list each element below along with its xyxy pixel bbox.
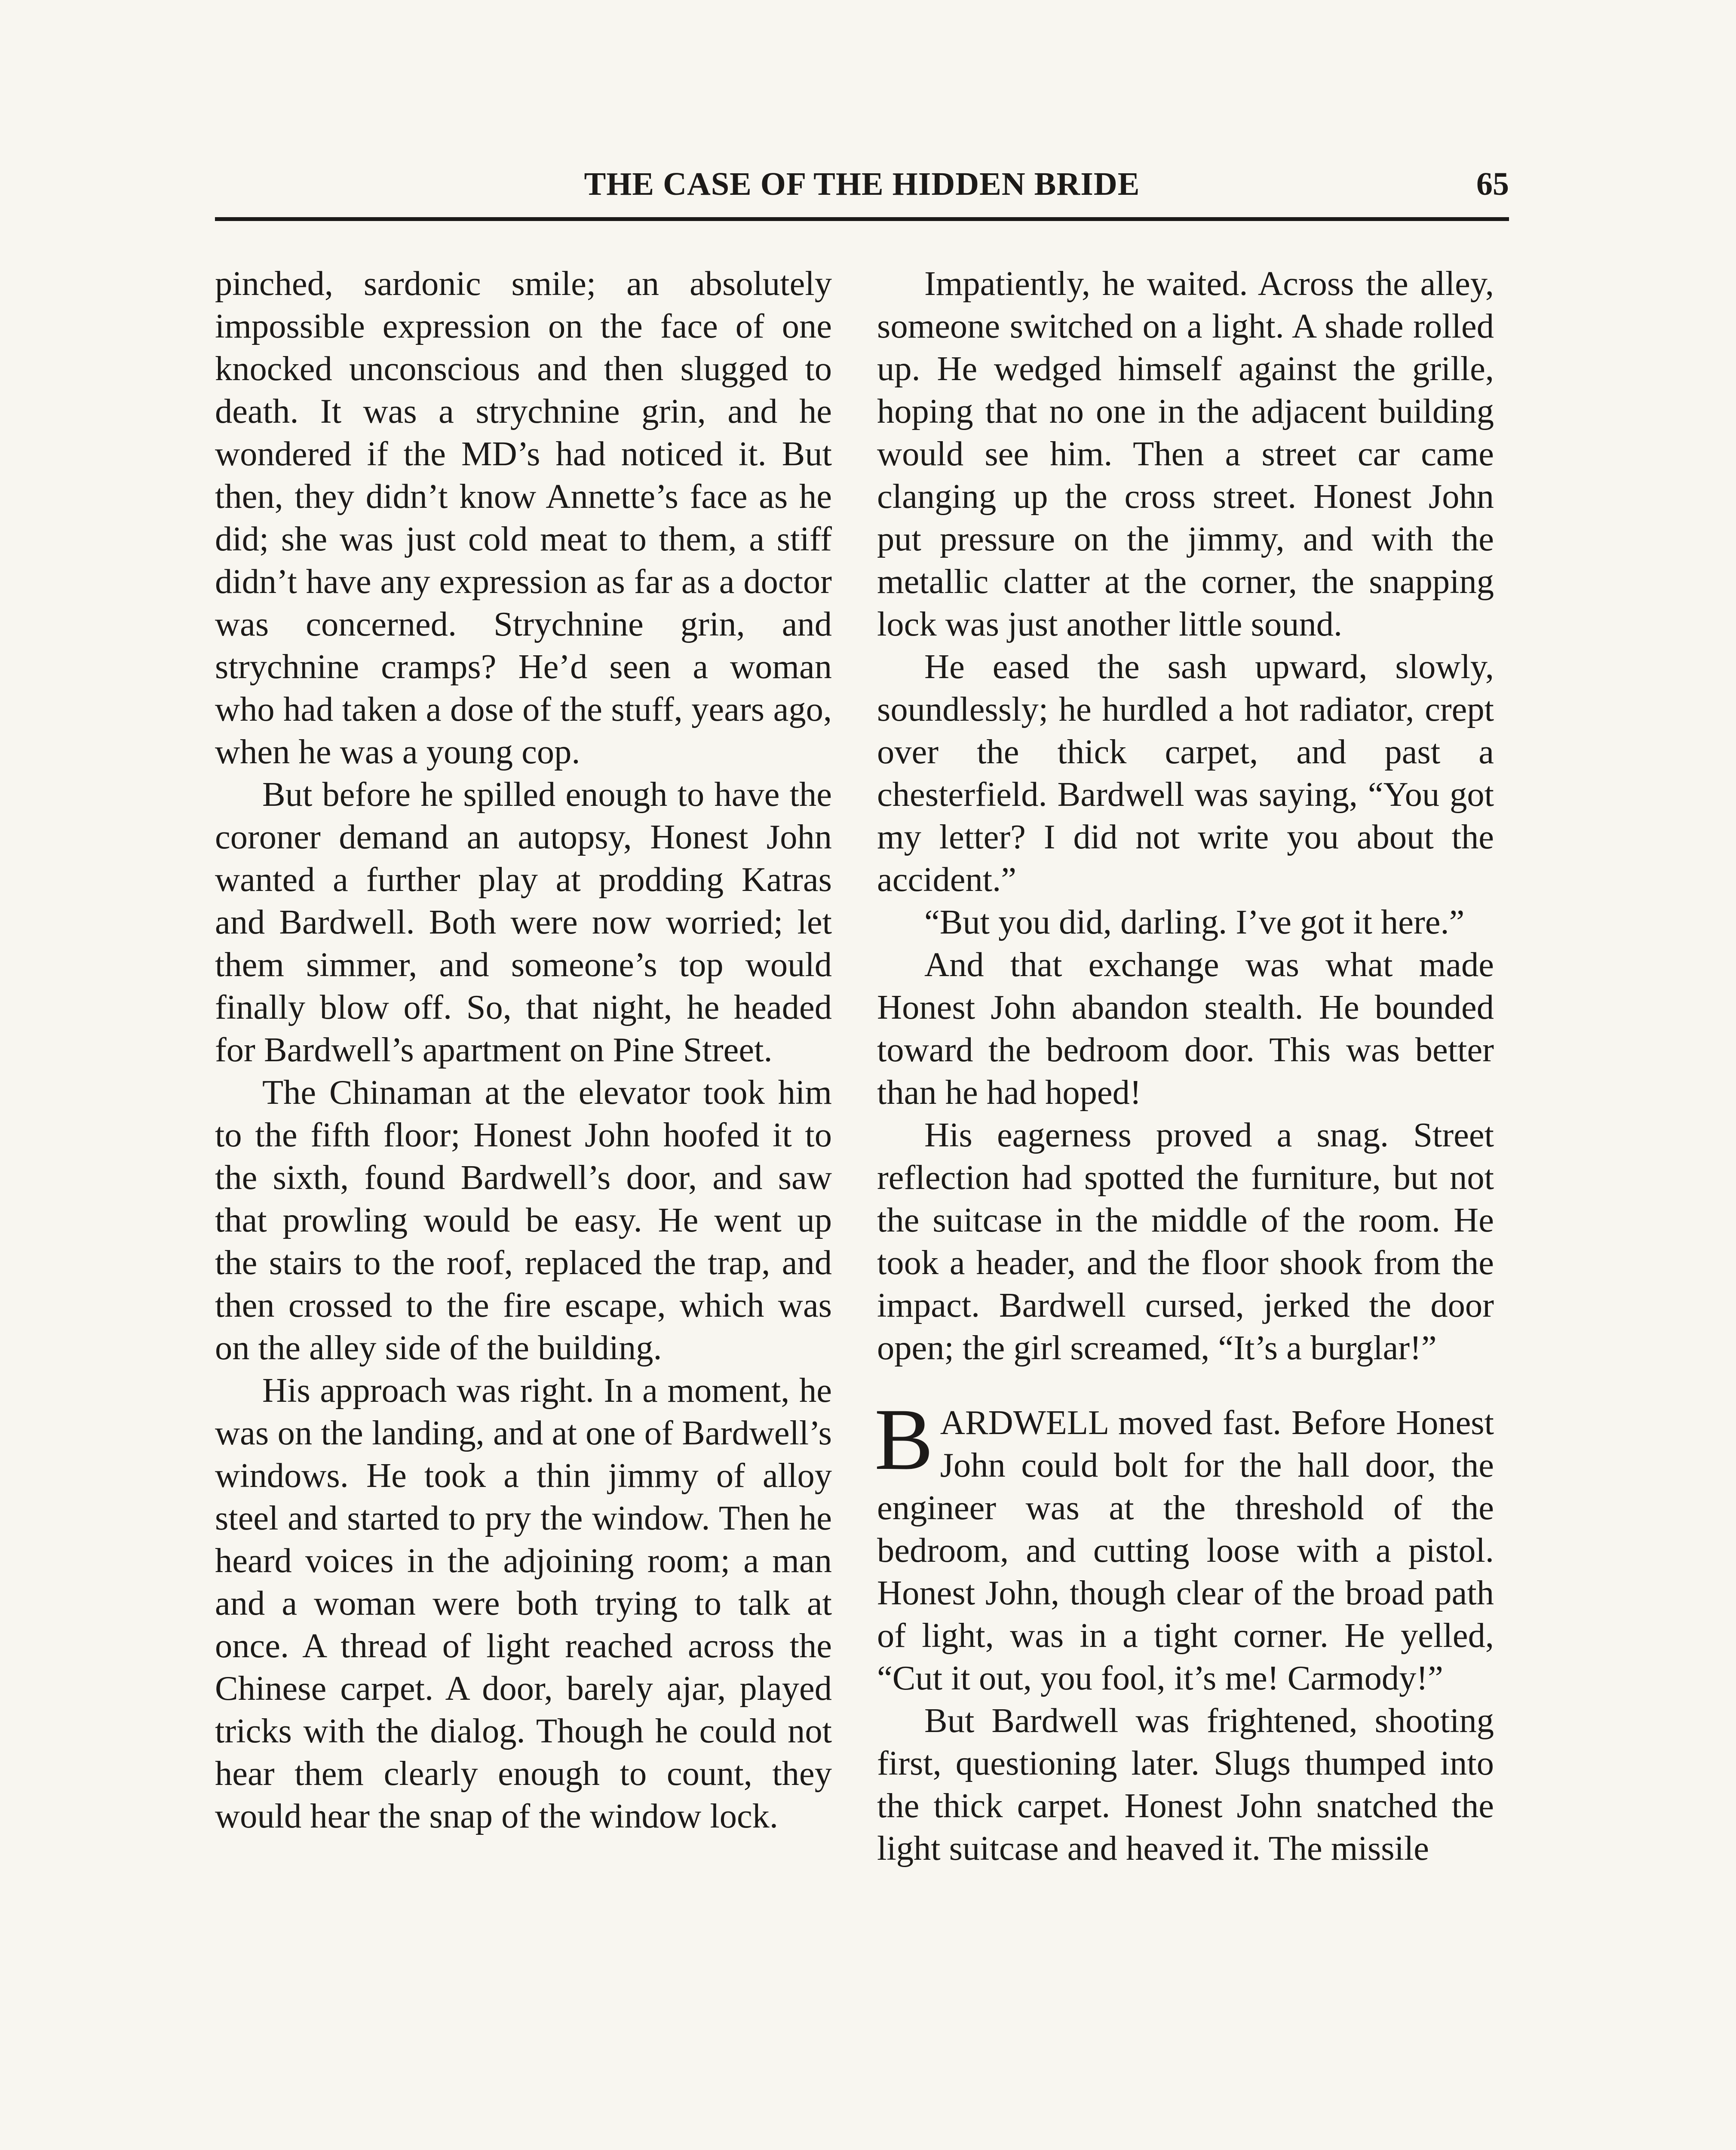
- paragraph: pinched, sardonic smile; an absolutely impossible expression on the face of one knocked unconscious and then slugged to death. It was a strychnine grin, and he wondered if the MD’s had noticed it. But then, they didn’t know Annette’s face as he did; she was just cold meat to them, a stiff didn’t have any expression as far as a doctor was concerned. Strychnine grin, and strychnine cramps? He’d seen a woman who had taken a dose of the stuff, years ago, when he was a young cop.: [215, 264, 832, 771]
- right-column: [874, 262, 1494, 2150]
- left-column: [215, 262, 832, 2150]
- small-caps-lead: ARDWELL: [940, 1404, 1108, 1442]
- paragraph: His eagerness proved a snag. Street reflection had spotted the furniture, but not the suitcase in the middle of the room. He took a header, and the floor shook from the impact. Bardwell cursed, jerked the door open; the girl screamed, “It’s a burglar!”: [877, 1116, 1494, 1367]
- drop-cap: B: [874, 1391, 933, 1488]
- paragraph: “But you did, darling. I’ve got it here.”: [924, 903, 1465, 941]
- paragraph: But Bardwell was frightened, shooting first, questioning later. Slugs thumped into the thick carpet. Honest John snatched the light suitcase and heaved it. The missile: [877, 1702, 1494, 1867]
- paragraph: The Chinaman at the elevator took him to the fifth floor; Honest John hoofed it to the sixth, found Bardwell’s door, and saw that prowling would be easy. He went up the stairs to the roof, replaced the trap, and then crossed to the fire escape, which was on the alley side of the building.: [215, 1073, 832, 1367]
- running-header: [215, 166, 1509, 213]
- paragraph: But before he spilled enough to have the coroner demand an autopsy, Honest John wanted a further play at prodding Katras and Bardwell. Both were now worried; let them simmer, and someone’s top would finally blow off. So, that night, he headed for Bardwell’s apartment on Pine Street.: [215, 775, 832, 1069]
- paragraph: Impatiently, he waited. Across the alley, someone switched on a light. A shade rolled up. He wedged himself against the grille, hoping that no one in the adjacent building would see him. Then a street car came clanging up the cross street. Honest John put pressure on the jimmy, and with the metallic clatter at the corner, the snapping lock was just another little sound.: [877, 264, 1494, 643]
- paragraph: His approach was right. In a moment, he was on the landing, and at one of Bardwell’s windows. He took a thin jimmy of alloy steel and started to pry the window. Then he heard voices in the adjoining room; a man and a woman were both trying to talk at once. A thread of light reached across the Chinese carpet. A door, barely ajar, played tricks with the dialog. Though he could not hear them clearly enough to count, they would hear the snap of the window lock.: [215, 1371, 832, 1835]
- header-rule: [215, 217, 1509, 221]
- paragraph: And that exchange was what made Honest John abandon stealth. He bounded toward the bedroom door. This was better than he had hoped!: [877, 946, 1494, 1112]
- paragraph: He eased the sash upward, slowly, soundlessly; he hurdled a hot radiator, crept over the thick carpet, and past a chesterfield. Bardwell was saying, “You got my letter? I did not write you about the accident.”: [877, 648, 1494, 899]
- section-text: moved fast. Before Honest John could bolt for the hall door, the engineer was at the threshold of the bedroom, and cutting loose with a pistol. Honest John, though clear of the broad path of light, was in a tight corner. He yelled, “Cut it out, you fool, it’s me! Carmody!”: [877, 1404, 1494, 1697]
- section-opening-paragraph: [874, 1391, 1494, 1699]
- page-number: 65: [1476, 166, 1509, 202]
- running-title: THE CASE OF THE HIDDEN BRIDE: [584, 166, 1140, 202]
